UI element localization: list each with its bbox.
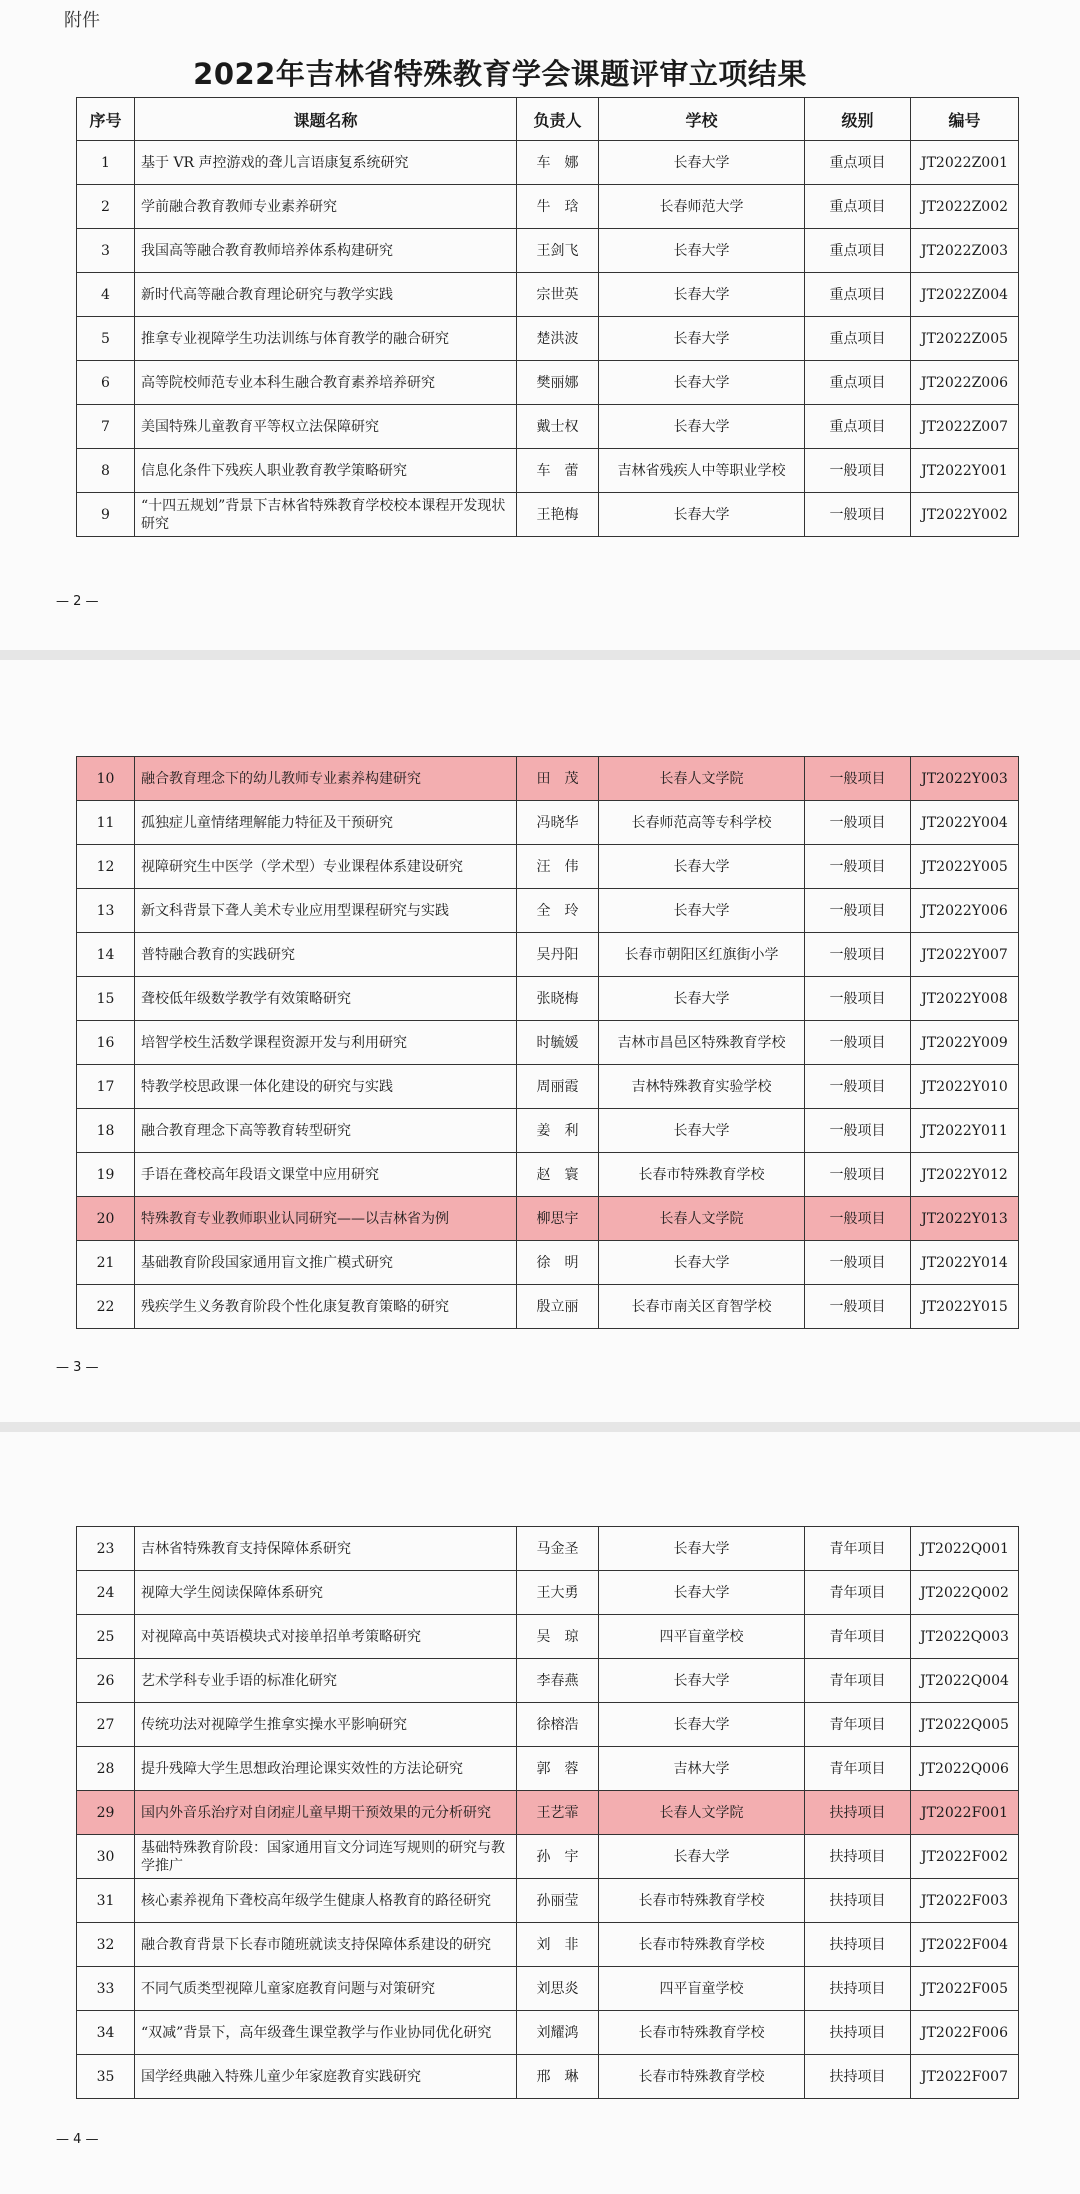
cell-no: 3 bbox=[77, 229, 135, 273]
table-row bbox=[77, 2011, 1019, 2055]
cell-project-name: 国学经典融入特殊儿童少年家庭教育实践研究 bbox=[135, 2055, 517, 2099]
cell-leader: 刘耀鸿 bbox=[517, 2011, 599, 2055]
page-number: — 3 — bbox=[56, 1360, 99, 1375]
cell-school: 长春人文学院 bbox=[599, 757, 805, 801]
cell-project-name: 基于 VR 声控游戏的聋儿言语康复系统研究 bbox=[135, 141, 517, 185]
cell-school: 长春大学 bbox=[599, 845, 805, 889]
cell-level: 青年项目 bbox=[805, 1571, 911, 1615]
cell-code: JT2022Z006 bbox=[911, 361, 1019, 405]
cell-project-name: 特教学校思政课一体化建设的研究与实践 bbox=[135, 1065, 517, 1109]
cell-school: 长春大学 bbox=[599, 1659, 805, 1703]
cell-school: 长春大学 bbox=[599, 493, 805, 537]
cell-level: 一般项目 bbox=[805, 977, 911, 1021]
table-row bbox=[77, 273, 1019, 317]
table-row bbox=[77, 1615, 1019, 1659]
cell-project-name: 核心素养视角下聋校高年级学生健康人格教育的路径研究 bbox=[135, 1879, 517, 1923]
cell-school: 长春大学 bbox=[599, 1571, 805, 1615]
cell-project-name: 我国高等融合教育教师培养体系构建研究 bbox=[135, 229, 517, 273]
cell-code: JT2022Z001 bbox=[911, 141, 1019, 185]
cell-level: 一般项目 bbox=[805, 1241, 911, 1285]
cell-no: 10 bbox=[77, 757, 135, 801]
table-row bbox=[77, 1285, 1019, 1329]
cell-code: JT2022Y008 bbox=[911, 977, 1019, 1021]
cell-project-name: 新时代高等融合教育理论研究与教学实践 bbox=[135, 273, 517, 317]
table-row bbox=[77, 1923, 1019, 1967]
cell-no: 9 bbox=[77, 493, 135, 537]
header-level: 级别 bbox=[805, 98, 911, 141]
cell-project-name: 聋校低年级数学教学有效策略研究 bbox=[135, 977, 517, 1021]
cell-leader: 孙 宇 bbox=[517, 1835, 599, 1879]
cell-no: 16 bbox=[77, 1021, 135, 1065]
cell-code: JT2022Y015 bbox=[911, 1285, 1019, 1329]
cell-school: 长春市特殊教育学校 bbox=[599, 1879, 805, 1923]
cell-school: 长春大学 bbox=[599, 229, 805, 273]
cell-no: 19 bbox=[77, 1153, 135, 1197]
table-row bbox=[77, 1065, 1019, 1109]
cell-leader: 樊丽娜 bbox=[517, 361, 599, 405]
cell-code: JT2022Y013 bbox=[911, 1197, 1019, 1241]
table-row bbox=[77, 1021, 1019, 1065]
table-row bbox=[77, 1197, 1019, 1241]
cell-leader: 刘思炎 bbox=[517, 1967, 599, 2011]
cell-school: 长春人文学院 bbox=[599, 1197, 805, 1241]
table-row bbox=[77, 1527, 1019, 1571]
cell-no: 33 bbox=[77, 1967, 135, 2011]
header-no: 序号 bbox=[77, 98, 135, 141]
cell-code: JT2022F007 bbox=[911, 2055, 1019, 2099]
cell-leader: 徐 明 bbox=[517, 1241, 599, 1285]
document-page-3 bbox=[0, 660, 1080, 1422]
cell-level: 一般项目 bbox=[805, 449, 911, 493]
cell-leader: 田 茂 bbox=[517, 757, 599, 801]
cell-code: JT2022Y005 bbox=[911, 845, 1019, 889]
cell-school: 长春市特殊教育学校 bbox=[599, 2055, 805, 2099]
cell-project-name: 培智学校生活数学课程资源开发与利用研究 bbox=[135, 1021, 517, 1065]
cell-code: JT2022Q005 bbox=[911, 1703, 1019, 1747]
cell-level: 一般项目 bbox=[805, 933, 911, 977]
cell-level: 一般项目 bbox=[805, 1021, 911, 1065]
cell-code: JT2022Y002 bbox=[911, 493, 1019, 537]
cell-school: 吉林省残疾人中等职业学校 bbox=[599, 449, 805, 493]
cell-level: 重点项目 bbox=[805, 185, 911, 229]
cell-leader: 全 玲 bbox=[517, 889, 599, 933]
cell-no: 27 bbox=[77, 1703, 135, 1747]
cell-level: 重点项目 bbox=[805, 141, 911, 185]
header-name: 课题名称 bbox=[135, 98, 517, 141]
cell-code: JT2022Z005 bbox=[911, 317, 1019, 361]
cell-level: 一般项目 bbox=[805, 845, 911, 889]
cell-school: 吉林大学 bbox=[599, 1747, 805, 1791]
table-row bbox=[77, 1571, 1019, 1615]
cell-project-name: 视障大学生阅读保障体系研究 bbox=[135, 1571, 517, 1615]
cell-code: JT2022Q001 bbox=[911, 1527, 1019, 1571]
cell-project-name: 传统功法对视障学生推拿实操水平影响研究 bbox=[135, 1703, 517, 1747]
cell-leader: 牛 琀 bbox=[517, 185, 599, 229]
cell-code: JT2022Z004 bbox=[911, 273, 1019, 317]
cell-code: JT2022Y014 bbox=[911, 1241, 1019, 1285]
cell-leader: 姜 利 bbox=[517, 1109, 599, 1153]
cell-level: 一般项目 bbox=[805, 1285, 911, 1329]
cell-no: 6 bbox=[77, 361, 135, 405]
cell-leader: 宗世英 bbox=[517, 273, 599, 317]
cell-project-name: 新文科背景下聋人美术专业应用型课程研究与实践 bbox=[135, 889, 517, 933]
cell-leader: 孙丽莹 bbox=[517, 1879, 599, 1923]
cell-project-name: 对视障高中英语模块式对接单招单考策略研究 bbox=[135, 1615, 517, 1659]
cell-code: JT2022Y009 bbox=[911, 1021, 1019, 1065]
cell-school: 长春市特殊教育学校 bbox=[599, 2011, 805, 2055]
cell-level: 青年项目 bbox=[805, 1659, 911, 1703]
cell-no: 34 bbox=[77, 2011, 135, 2055]
cell-code: JT2022F006 bbox=[911, 2011, 1019, 2055]
table-row bbox=[77, 1241, 1019, 1285]
cell-code: JT2022Y012 bbox=[911, 1153, 1019, 1197]
page-number: — 4 — bbox=[56, 2132, 99, 2147]
cell-no: 35 bbox=[77, 2055, 135, 2099]
cell-project-name: 高等院校师范专业本科生融合教育素养培养研究 bbox=[135, 361, 517, 405]
cell-leader: 车 娜 bbox=[517, 141, 599, 185]
page-number: — 2 — bbox=[56, 594, 99, 609]
cell-level: 青年项目 bbox=[805, 1527, 911, 1571]
cell-leader: 赵 寰 bbox=[517, 1153, 599, 1197]
cell-code: JT2022F003 bbox=[911, 1879, 1019, 1923]
cell-school: 长春大学 bbox=[599, 1527, 805, 1571]
cell-project-name: 信息化条件下残疾人职业教育教学策略研究 bbox=[135, 449, 517, 493]
cell-leader: 马金圣 bbox=[517, 1527, 599, 1571]
cell-leader: 车 蕾 bbox=[517, 449, 599, 493]
cell-level: 扶持项目 bbox=[805, 1879, 911, 1923]
table-row bbox=[77, 2055, 1019, 2099]
results-table-page-2 bbox=[76, 756, 1019, 1329]
cell-code: JT2022Q002 bbox=[911, 1571, 1019, 1615]
cell-project-name: 国内外音乐治疗对自闭症儿童早期干预效果的元分析研究 bbox=[135, 1791, 517, 1835]
cell-level: 扶持项目 bbox=[805, 1835, 911, 1879]
header-leader: 负责人 bbox=[517, 98, 599, 141]
cell-project-name: 融合教育理念下的幼儿教师专业素养构建研究 bbox=[135, 757, 517, 801]
cell-leader: 时毓媛 bbox=[517, 1021, 599, 1065]
cell-project-name: 孤独症儿童情绪理解能力特征及干预研究 bbox=[135, 801, 517, 845]
table-row bbox=[77, 361, 1019, 405]
cell-level: 扶持项目 bbox=[805, 2055, 911, 2099]
table-row bbox=[77, 185, 1019, 229]
cell-code: JT2022Z003 bbox=[911, 229, 1019, 273]
cell-code: JT2022Y004 bbox=[911, 801, 1019, 845]
cell-school: 长春市朝阳区红旗街小学 bbox=[599, 933, 805, 977]
cell-school: 长春大学 bbox=[599, 273, 805, 317]
cell-no: 4 bbox=[77, 273, 135, 317]
results-table-page-1 bbox=[76, 97, 1019, 537]
cell-level: 重点项目 bbox=[805, 229, 911, 273]
attachment-label: 附件 bbox=[64, 10, 100, 31]
document-page-4 bbox=[0, 1432, 1080, 2194]
cell-leader: 汪 伟 bbox=[517, 845, 599, 889]
cell-level: 一般项目 bbox=[805, 757, 911, 801]
cell-level: 一般项目 bbox=[805, 1197, 911, 1241]
cell-no: 20 bbox=[77, 1197, 135, 1241]
cell-project-name: 特殊教育专业教师职业认同研究——以吉林省为例 bbox=[135, 1197, 517, 1241]
cell-no: 28 bbox=[77, 1747, 135, 1791]
cell-school: 长春师范大学 bbox=[599, 185, 805, 229]
cell-no: 13 bbox=[77, 889, 135, 933]
cell-code: JT2022Q004 bbox=[911, 1659, 1019, 1703]
document-page-2 bbox=[0, 0, 1080, 650]
cell-code: JT2022Z007 bbox=[911, 405, 1019, 449]
cell-no: 21 bbox=[77, 1241, 135, 1285]
cell-project-name: “十四五规划”背景下吉林省特殊教育学校校本课程开发现状研究 bbox=[135, 493, 517, 537]
cell-school: 长春大学 bbox=[599, 141, 805, 185]
cell-school: 长春大学 bbox=[599, 317, 805, 361]
cell-project-name: 艺术学科专业手语的标准化研究 bbox=[135, 1659, 517, 1703]
cell-no: 29 bbox=[77, 1791, 135, 1835]
cell-project-name: 普特融合教育的实践研究 bbox=[135, 933, 517, 977]
cell-no: 8 bbox=[77, 449, 135, 493]
table-row bbox=[77, 229, 1019, 273]
table-row bbox=[77, 1109, 1019, 1153]
cell-leader: 冯晓华 bbox=[517, 801, 599, 845]
cell-leader: 王大勇 bbox=[517, 1571, 599, 1615]
cell-leader: 柳思宇 bbox=[517, 1197, 599, 1241]
cell-leader: 邢 琳 bbox=[517, 2055, 599, 2099]
cell-project-name: 融合教育理念下高等教育转型研究 bbox=[135, 1109, 517, 1153]
cell-no: 24 bbox=[77, 1571, 135, 1615]
cell-school: 长春大学 bbox=[599, 889, 805, 933]
cell-leader: 刘 非 bbox=[517, 1923, 599, 1967]
cell-level: 一般项目 bbox=[805, 1109, 911, 1153]
cell-leader: 徐榕浩 bbox=[517, 1703, 599, 1747]
cell-code: JT2022Y010 bbox=[911, 1065, 1019, 1109]
cell-leader: 周丽霞 bbox=[517, 1065, 599, 1109]
table-row bbox=[77, 405, 1019, 449]
cell-code: JT2022Y007 bbox=[911, 933, 1019, 977]
header-school: 学校 bbox=[599, 98, 805, 141]
cell-leader: 张晓梅 bbox=[517, 977, 599, 1021]
table-row bbox=[77, 757, 1019, 801]
table-row bbox=[77, 141, 1019, 185]
table-row bbox=[77, 1703, 1019, 1747]
cell-code: JT2022F001 bbox=[911, 1791, 1019, 1835]
table-row bbox=[77, 1153, 1019, 1197]
cell-school: 长春大学 bbox=[599, 405, 805, 449]
cell-leader: 王艳梅 bbox=[517, 493, 599, 537]
table-row bbox=[77, 977, 1019, 1021]
table-row bbox=[77, 845, 1019, 889]
cell-school: 长春大学 bbox=[599, 361, 805, 405]
cell-level: 重点项目 bbox=[805, 361, 911, 405]
cell-no: 11 bbox=[77, 801, 135, 845]
cell-leader: 戴士权 bbox=[517, 405, 599, 449]
cell-school: 长春大学 bbox=[599, 1109, 805, 1153]
cell-no: 25 bbox=[77, 1615, 135, 1659]
cell-school: 长春大学 bbox=[599, 977, 805, 1021]
cell-leader: 李春燕 bbox=[517, 1659, 599, 1703]
cell-level: 扶持项目 bbox=[805, 2011, 911, 2055]
cell-project-name: 基础特殊教育阶段：国家通用盲文分词连写规则的研究与教学推广 bbox=[135, 1835, 517, 1879]
cell-no: 12 bbox=[77, 845, 135, 889]
cell-no: 31 bbox=[77, 1879, 135, 1923]
cell-code: JT2022Y006 bbox=[911, 889, 1019, 933]
cell-level: 一般项目 bbox=[805, 493, 911, 537]
cell-no: 2 bbox=[77, 185, 135, 229]
cell-no: 1 bbox=[77, 141, 135, 185]
cell-level: 青年项目 bbox=[805, 1747, 911, 1791]
cell-no: 32 bbox=[77, 1923, 135, 1967]
cell-no: 17 bbox=[77, 1065, 135, 1109]
page-title: 2022年吉林省特殊教育学会课题评审立项结果 bbox=[193, 57, 807, 91]
table-row bbox=[77, 1967, 1019, 2011]
cell-school: 长春大学 bbox=[599, 1835, 805, 1879]
cell-leader: 楚洪波 bbox=[517, 317, 599, 361]
cell-level: 一般项目 bbox=[805, 1153, 911, 1197]
cell-level: 重点项目 bbox=[805, 273, 911, 317]
cell-level: 青年项目 bbox=[805, 1615, 911, 1659]
cell-code: JT2022F002 bbox=[911, 1835, 1019, 1879]
cell-level: 扶持项目 bbox=[805, 1923, 911, 1967]
cell-code: JT2022Q003 bbox=[911, 1615, 1019, 1659]
cell-level: 青年项目 bbox=[805, 1703, 911, 1747]
cell-leader: 王剑飞 bbox=[517, 229, 599, 273]
cell-level: 一般项目 bbox=[805, 801, 911, 845]
cell-project-name: 吉林省特殊教育支持保障体系研究 bbox=[135, 1527, 517, 1571]
cell-school: 长春市特殊教育学校 bbox=[599, 1923, 805, 1967]
cell-school: 长春大学 bbox=[599, 1703, 805, 1747]
cell-leader: 吴丹阳 bbox=[517, 933, 599, 977]
cell-no: 22 bbox=[77, 1285, 135, 1329]
cell-school: 吉林市昌邑区特殊教育学校 bbox=[599, 1021, 805, 1065]
cell-school: 四平盲童学校 bbox=[599, 1615, 805, 1659]
cell-no: 15 bbox=[77, 977, 135, 1021]
cell-school: 长春师范高等专科学校 bbox=[599, 801, 805, 845]
cell-no: 5 bbox=[77, 317, 135, 361]
cell-level: 重点项目 bbox=[805, 405, 911, 449]
cell-no: 7 bbox=[77, 405, 135, 449]
cell-level: 扶持项目 bbox=[805, 1791, 911, 1835]
cell-no: 23 bbox=[77, 1527, 135, 1571]
table-row bbox=[77, 801, 1019, 845]
cell-school: 长春市特殊教育学校 bbox=[599, 1153, 805, 1197]
cell-code: JT2022F004 bbox=[911, 1923, 1019, 1967]
cell-project-name: “双减”背景下，高年级聋生课堂教学与作业协同优化研究 bbox=[135, 2011, 517, 2055]
header-code: 编号 bbox=[911, 98, 1019, 141]
cell-project-name: 视障研究生中医学（学术型）专业课程体系建设研究 bbox=[135, 845, 517, 889]
table-row bbox=[77, 1747, 1019, 1791]
cell-no: 26 bbox=[77, 1659, 135, 1703]
cell-no: 14 bbox=[77, 933, 135, 977]
cell-level: 扶持项目 bbox=[805, 1967, 911, 2011]
cell-leader: 郭 蓉 bbox=[517, 1747, 599, 1791]
cell-code: JT2022Y001 bbox=[911, 449, 1019, 493]
cell-code: JT2022Y003 bbox=[911, 757, 1019, 801]
cell-project-name: 不同气质类型视障儿童家庭教育问题与对策研究 bbox=[135, 1967, 517, 2011]
cell-code: JT2022F005 bbox=[911, 1967, 1019, 2011]
table-row bbox=[77, 889, 1019, 933]
table-row bbox=[77, 1791, 1019, 1835]
cell-leader: 吴 琼 bbox=[517, 1615, 599, 1659]
cell-school: 吉林特殊教育实验学校 bbox=[599, 1065, 805, 1109]
cell-project-name: 基础教育阶段国家通用盲文推广模式研究 bbox=[135, 1241, 517, 1285]
table-row bbox=[77, 1659, 1019, 1703]
cell-school: 长春市南关区育智学校 bbox=[599, 1285, 805, 1329]
cell-project-name: 推拿专业视障学生功法训练与体育教学的融合研究 bbox=[135, 317, 517, 361]
cell-no: 30 bbox=[77, 1835, 135, 1879]
cell-project-name: 学前融合教育教师专业素养研究 bbox=[135, 185, 517, 229]
cell-leader: 王艺霏 bbox=[517, 1791, 599, 1835]
table-row bbox=[77, 317, 1019, 361]
cell-no: 18 bbox=[77, 1109, 135, 1153]
cell-project-name: 手语在聋校高年段语文课堂中应用研究 bbox=[135, 1153, 517, 1197]
table-header-row bbox=[77, 98, 1019, 141]
cell-level: 一般项目 bbox=[805, 889, 911, 933]
cell-code: JT2022Z002 bbox=[911, 185, 1019, 229]
cell-project-name: 提升残障大学生思想政治理论课实效性的方法论研究 bbox=[135, 1747, 517, 1791]
cell-code: JT2022Q006 bbox=[911, 1747, 1019, 1791]
cell-leader: 殷立丽 bbox=[517, 1285, 599, 1329]
cell-code: JT2022Y011 bbox=[911, 1109, 1019, 1153]
results-table-page-3 bbox=[76, 1526, 1019, 2099]
cell-school: 四平盲童学校 bbox=[599, 1967, 805, 2011]
cell-school: 长春人文学院 bbox=[599, 1791, 805, 1835]
cell-level: 一般项目 bbox=[805, 1065, 911, 1109]
table-row bbox=[77, 449, 1019, 493]
table-row bbox=[77, 1835, 1019, 1879]
table-row bbox=[77, 1879, 1019, 1923]
cell-project-name: 美国特殊儿童教育平等权立法保障研究 bbox=[135, 405, 517, 449]
cell-project-name: 融合教育背景下长春市随班就读支持保障体系建设的研究 bbox=[135, 1923, 517, 1967]
table-row bbox=[77, 493, 1019, 537]
table-row bbox=[77, 933, 1019, 977]
cell-level: 重点项目 bbox=[805, 317, 911, 361]
cell-school: 长春大学 bbox=[599, 1241, 805, 1285]
cell-project-name: 残疾学生义务教育阶段个性化康复教育策略的研究 bbox=[135, 1285, 517, 1329]
